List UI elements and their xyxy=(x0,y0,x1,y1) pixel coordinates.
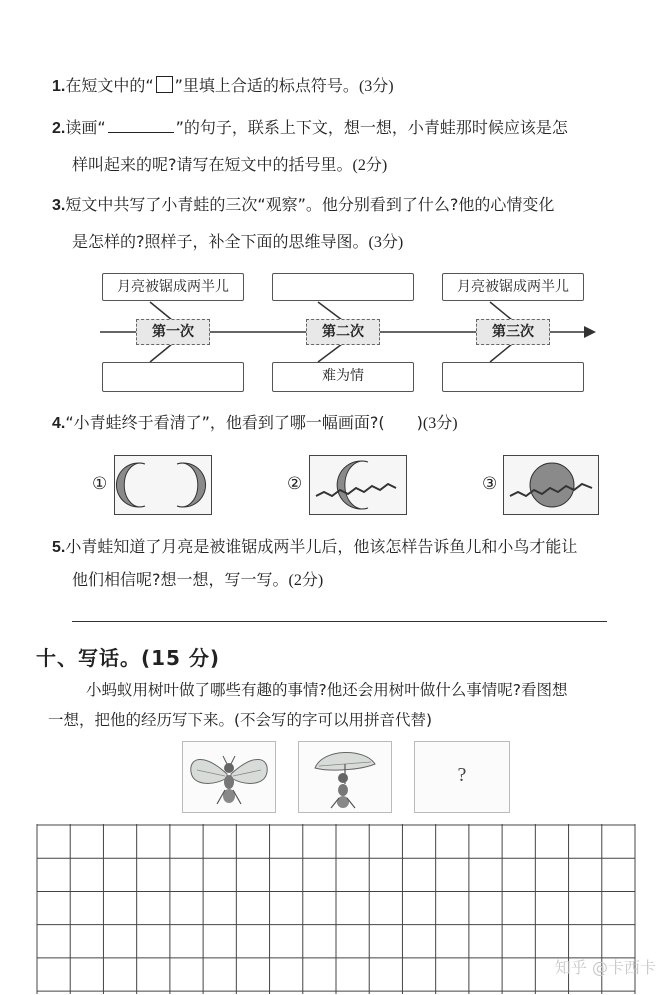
question-2-line-2 xyxy=(72,155,387,176)
underline-blank xyxy=(108,118,174,133)
crescent-with-saw-icon xyxy=(310,456,406,514)
blank-box[interactable] xyxy=(156,76,173,93)
option-1-picture[interactable] xyxy=(114,455,212,515)
section-paragraph-line-2: 一想，把他的经历写下来。(不会写的字可以用拼音代替) xyxy=(48,711,433,729)
section-title: 十、写话。(15 分) xyxy=(36,646,221,670)
score: (3分) xyxy=(358,78,394,95)
writing-picture-1 xyxy=(182,741,276,813)
question-mark-icon: ? xyxy=(457,764,467,786)
option-2-label: ② xyxy=(287,474,303,494)
ant-with-leaf-wings-icon xyxy=(183,742,275,812)
question-number: 5. xyxy=(52,539,66,556)
section-paragraph-line-1: 小蚂蚁用树叶做了哪些有趣的事情?他还会用树叶做什么事情呢?看图想 xyxy=(86,681,568,699)
score: (2分) xyxy=(288,572,324,589)
question-number: 1. xyxy=(52,78,66,95)
mindmap-bottom-box-3[interactable] xyxy=(442,362,584,392)
answer-line[interactable] xyxy=(72,621,607,622)
score: (2分) xyxy=(352,157,388,174)
question-1 xyxy=(52,76,394,97)
question-text: 他们相信呢?想一想，写一写。 xyxy=(72,570,289,589)
full-moon-with-saw-icon xyxy=(504,456,598,514)
question-5-line-1 xyxy=(52,537,577,558)
question-text: 是怎样的?照样子，补全下面的思维导图。 xyxy=(72,232,369,251)
mindmap-tag-3: 第三次 xyxy=(476,319,550,345)
mindmap-top-box-2[interactable] xyxy=(272,273,414,301)
mindmap-top-box-1: 月亮被锯成两半儿 xyxy=(102,273,244,301)
question-text: ”的句子，联系上下文，想一想，小青蛙那时候应该是怎 xyxy=(175,118,568,137)
question-text: 读画“ xyxy=(65,118,106,137)
question-3-line-2 xyxy=(72,232,403,253)
question-text: 短文中共写了小青蛙的三次“观察”。他分别看到了什么?他的心情变化 xyxy=(65,195,555,214)
writing-grid[interactable] xyxy=(36,824,636,994)
score: (3分) xyxy=(368,234,404,251)
option-1-label: ① xyxy=(92,474,108,494)
question-text: 在短文中的“ xyxy=(65,76,154,95)
question-3-line-1 xyxy=(52,195,554,216)
mindmap-top-box-3: 月亮被锯成两半儿 xyxy=(442,273,584,301)
option-3-label: ③ xyxy=(482,474,498,494)
option-2-picture[interactable] xyxy=(309,455,407,515)
question-number: 3. xyxy=(52,197,66,214)
question-4 xyxy=(52,413,458,434)
writing-picture-2 xyxy=(298,741,392,813)
question-number: 4. xyxy=(52,415,66,432)
question-text: 样叫起来的呢?请写在短文中的括号里。 xyxy=(72,155,353,174)
question-text: ”里填上合适的标点符号。 xyxy=(174,76,359,95)
two-crescents-icon xyxy=(115,456,211,514)
question-text: “小青蛙终于看清了”，他看到了哪一幅画面?( ) xyxy=(65,413,423,432)
question-2-line-1 xyxy=(52,118,568,139)
question-5-line-2 xyxy=(72,570,323,591)
ant-with-leaf-umbrella-icon xyxy=(299,742,391,812)
score: (3分) xyxy=(422,415,458,432)
mindmap-tag-1: 第一次 xyxy=(136,319,210,345)
mindmap-bottom-box-2: 难为情 xyxy=(272,362,414,392)
option-3-picture[interactable] xyxy=(503,455,599,515)
mindmap-tag-2: 第二次 xyxy=(306,319,380,345)
question-text: 小青蛙知道了月亮是被谁锯成两半儿后，他该怎样告诉鱼儿和小鸟才能让 xyxy=(65,537,578,556)
watermark: 知乎 @卡西卡 xyxy=(554,958,656,977)
writing-picture-3 xyxy=(414,741,510,813)
mindmap-bottom-box-1[interactable] xyxy=(102,362,244,392)
question-number: 2. xyxy=(52,120,66,137)
